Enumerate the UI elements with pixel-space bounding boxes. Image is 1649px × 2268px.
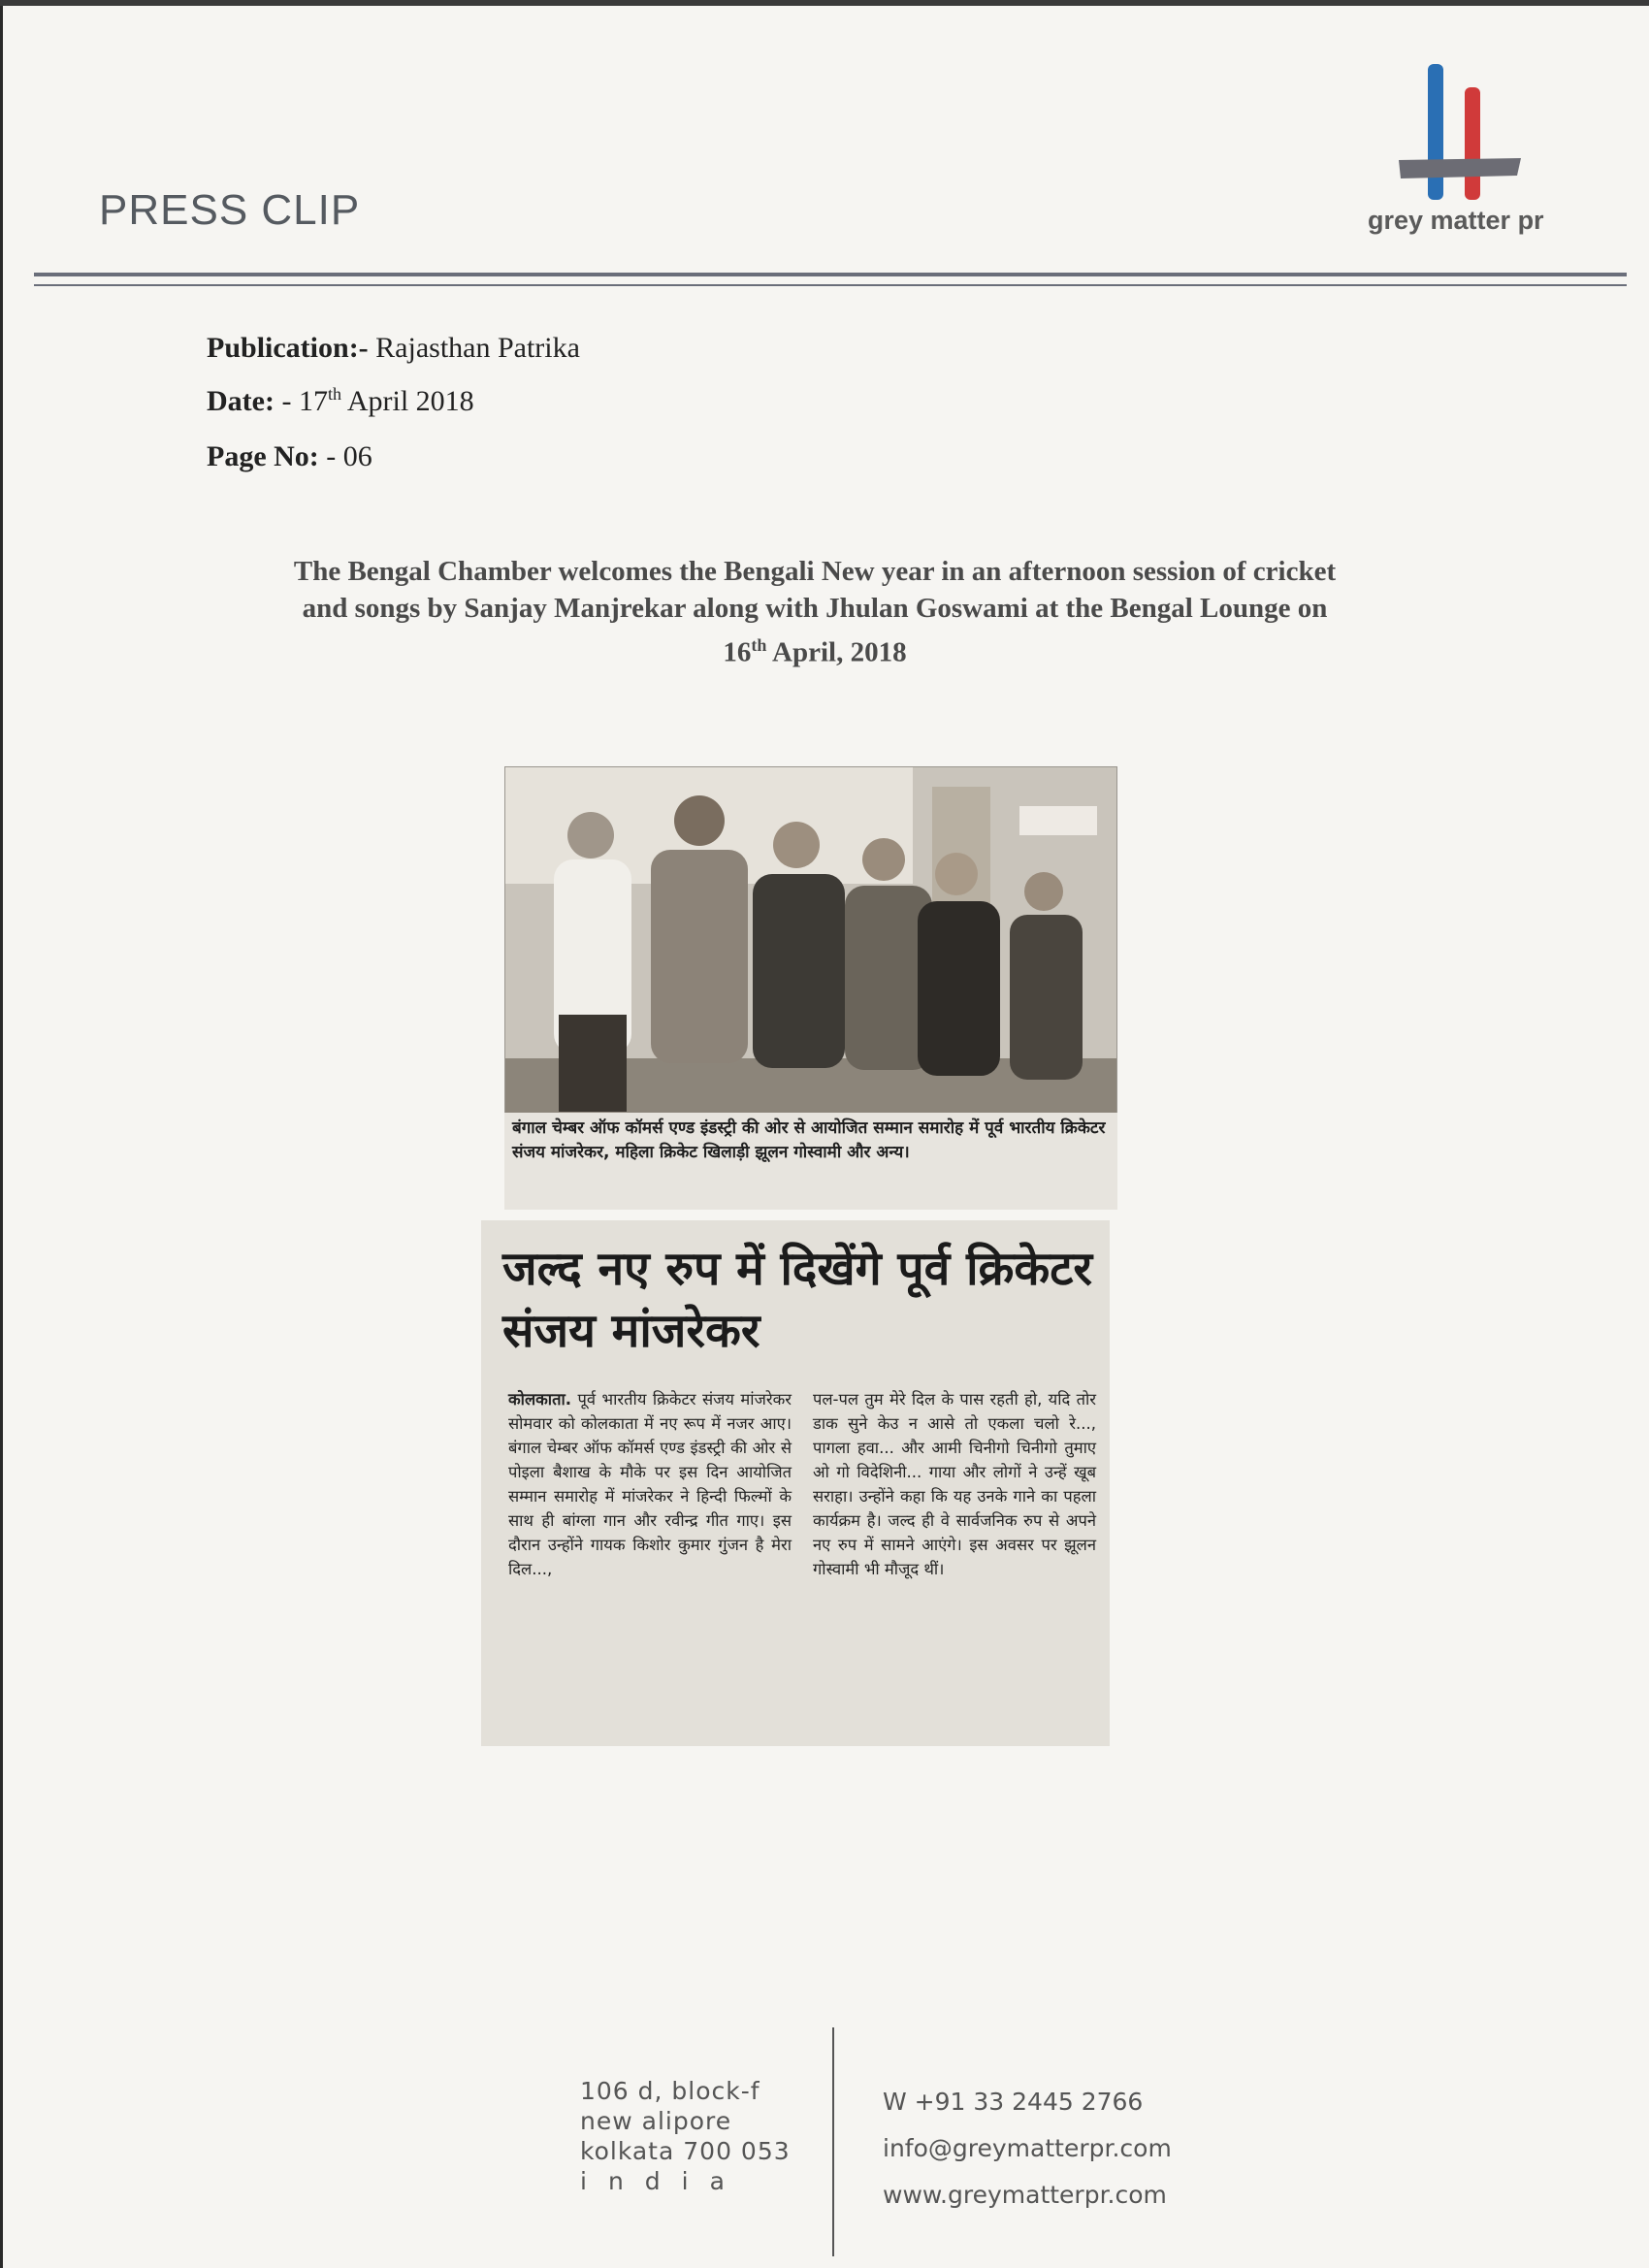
page-line — [207, 440, 372, 473]
headline-line-3 — [175, 627, 1455, 671]
address-line-1: 106 d, block-f — [580, 2077, 760, 2105]
article-dateline: कोलकाता. — [508, 1390, 572, 1409]
clipping-title: जल्द नए रुप में दिखेंगे पूर्व क्रिकेटर संजय मांजरेकर — [502, 1242, 1093, 1358]
headline-date-prefix: 16 — [723, 636, 752, 668]
logo-text: grey matter pr — [1368, 206, 1544, 235]
publication-value: Rajasthan Patrika — [375, 332, 580, 364]
clipping-photo — [504, 766, 1117, 1127]
footer-divider — [832, 2027, 834, 2256]
top-edge — [0, 0, 1649, 6]
logo-blue-bar — [1428, 64, 1443, 200]
clipping-caption: बंगाल चेम्बर ऑफ कॉमर्स एण्ड इंडस्ट्री की ओर से आयोजित सम्मान समारोह में पूर्व भारतीय क्रिकेटर संजय मांजरेकर, महिला क्रिकेट खिलाड़ी झूलन गोस्वामी और अन्य। — [504, 1113, 1117, 1210]
clipping-article — [481, 1220, 1110, 1746]
headline-line-2: and songs by Sanjay Manjrekar along with Jhulan Goswami at the Bengal Lounge on — [302, 593, 1328, 624]
publication-line — [207, 332, 580, 365]
date-label: Date: — [207, 385, 275, 417]
headline-date-sup: th — [751, 635, 767, 655]
article-headline — [175, 553, 1455, 671]
logo-grey-stroke — [1399, 158, 1521, 178]
logo-red-bar — [1465, 87, 1480, 200]
footer-address — [580, 2076, 791, 2196]
publication-label: Publication:- — [207, 332, 369, 364]
date-suffix: April 2018 — [346, 385, 474, 417]
contact-phone: W +91 33 2445 2766 — [883, 2088, 1144, 2116]
date-sup: th — [327, 384, 341, 404]
contact-website: www.greymatterpr.com — [883, 2181, 1167, 2209]
date-prefix: - 17 — [281, 385, 328, 417]
article-column-left-text: पूर्व भारतीय क्रिकेटर संजय मांजरेकर सोमवार को कोलकाता में नए रूप में नजर आए। बंगाल चेम्बर ऑफ कॉमर्स एण्ड इंडस्ट्री की ओर से पोइला बैशाख के मौके पर इस दिन आयोजित सम्मान समारोह में मांजरेकर ने हिन्दी फिल्मों के साथ ही बांग्ला गान और रवीन्द्र गीत गाए। इस दौरान उन्होंने गायक किशोर कुमार गुंजन है मेरा दिल..., — [508, 1390, 792, 1578]
address-line-4: india — [580, 2167, 746, 2195]
contact-email: info@greymatterpr.com — [883, 2134, 1172, 2162]
page-label: Page No: — [207, 440, 319, 472]
group-photo-image — [505, 767, 1117, 1127]
page-value: - 06 — [326, 440, 372, 472]
air-conditioner — [1019, 806, 1097, 835]
article-column-right: पल-पल तुम मेरे दिल के पास रहती हो, यदि तोर डाक सुने केउ न आसे तो एकला चलो रे..., पागला हवा... और आमी चिनीगो चिनीगो तुमाए ओ गो विदेशिनी... गाया और लोगों ने उन्हें खूब सराहा। उन्होंने कहा कि यह उनके गाने का पहला कार्यक्रम है। जल्द ही वे सार्वजनिक रुप से अपने नए रुप में सामने आएंगे। इस अवसर पर झूलन गोस्वामी भी मौजूद थीं। — [813, 1390, 1096, 1578]
address-line-2: new alipore — [580, 2107, 732, 2135]
address-line-3: kolkata 700 053 — [580, 2137, 791, 2165]
headline-date-suffix: April, 2018 — [772, 636, 907, 668]
header-rule-thin — [34, 284, 1627, 286]
date-line — [207, 384, 474, 418]
header-rule — [34, 273, 1627, 276]
headline-line-1: The Bengal Chamber welcomes the Bengali New year in an afternoon session of cricket — [293, 556, 1337, 587]
footer-contact — [883, 2079, 1172, 2219]
article-column-left — [508, 1387, 792, 1581]
page-title: PRESS CLIP — [99, 186, 361, 234]
